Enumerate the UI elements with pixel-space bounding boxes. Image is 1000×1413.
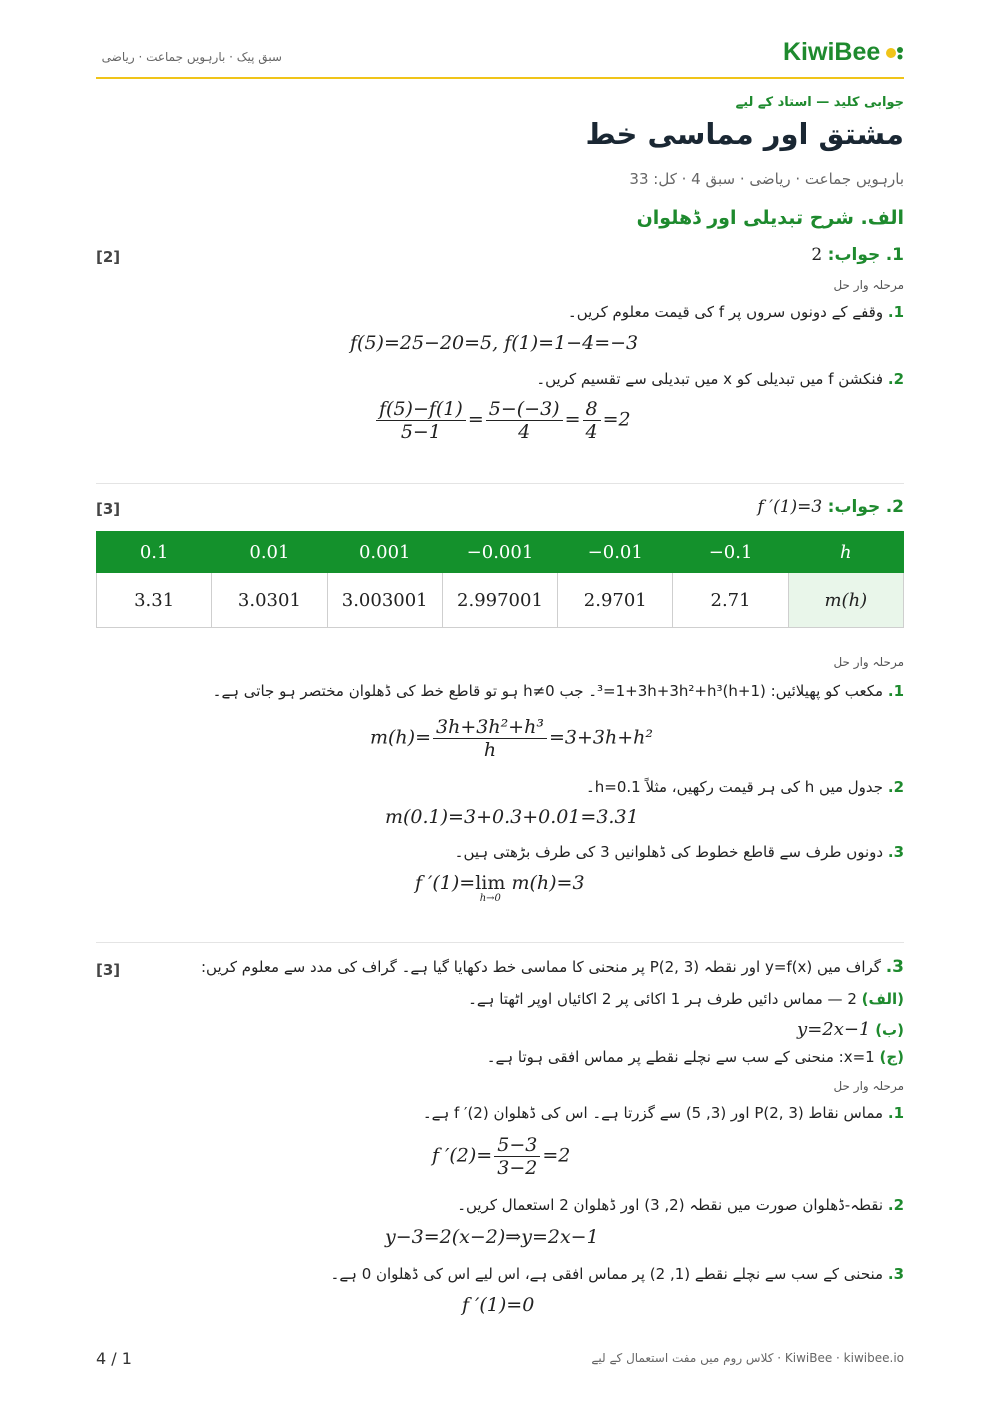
secant-slope-table <box>96 531 904 628</box>
table-cell-h-3: −0.001 <box>442 532 557 573</box>
q3-step2 <box>96 1196 904 1214</box>
q3-fraction: $\frac{5-3}{3-2}$ <box>494 1134 540 1179</box>
table-cell-m-6: 3.31 <box>97 573 212 628</box>
q3-number: 3. <box>885 957 904 977</box>
page-number: 4 / 1 <box>96 1349 132 1368</box>
q2-step3-text: دونوں طرف سے قاطع خطوط کی ڈھلوانیں 3 کی طرف بڑھتی ہیں۔ <box>454 843 884 861</box>
q1-step2-num: 2. <box>887 370 904 388</box>
kiwibee-logo <box>783 38 905 67</box>
q2-worked-label: مرحلہ وار حل <box>833 655 904 669</box>
q2-answer: f ′(1)=3 <box>757 497 823 517</box>
q3-heading <box>96 957 904 977</box>
q2-step1-num: 1. <box>887 682 904 700</box>
footer-note: KiwiBee · kiwibee.io · کلاس روم میں مفت استعمال کے لیے <box>591 1351 904 1365</box>
q2-marks: [3] <box>96 500 121 518</box>
q3-step3-text: منحنی کے سب سے نچلے نقطے (1, 2) پر مماس افقی ہے، اس لیے اس کی ڈھلوان 0 ہے۔ <box>330 1265 884 1283</box>
q3-part-c-text: x=1: منحنی کے سب سے نچلے نقطے پر مماس افقی ہوتا ہے۔ <box>486 1048 875 1066</box>
q3-step2-num: 2. <box>887 1196 904 1214</box>
page-title: مشتق اور مماسی خط <box>585 117 904 151</box>
logo-text: KiwiBee <box>783 38 881 66</box>
table-cell-m-3: 2.997001 <box>442 573 557 628</box>
q3-part-a-label: (الف) <box>861 990 904 1008</box>
q2-step1-math: m(h)= $\frac{\text{3h+3h²+h³}}{h}$ =3+3h+h² <box>370 716 653 761</box>
q1-step1-math: f(5)=25−20=5, f(1)=1−4=−3 <box>350 332 639 354</box>
header-rule <box>96 77 904 79</box>
q1-answer: 2 <box>811 245 823 265</box>
q3-part-b <box>96 1019 904 1040</box>
q1-fraction-1: $\frac{f(5)-f(1)}{5-1}$ <box>376 398 466 443</box>
q3-step3 <box>96 1265 904 1283</box>
divider-1 <box>96 483 904 484</box>
q1-answer-word: جواب: <box>827 245 881 265</box>
q3-prompt: گراف میں y=f(x) اور نقطہ P(2, 3) پر منحنی کا مماسی خط دکھایا گیا ہے۔ گراف کی مدد سے معلوم کریں: <box>200 958 881 976</box>
q1-step1 <box>96 303 904 321</box>
q3-step1 <box>96 1104 904 1122</box>
q3-step3-math: f ′(1)=0 <box>462 1294 535 1316</box>
q1-marks: [2] <box>96 248 121 266</box>
q2-step3 <box>96 843 904 861</box>
divider-2 <box>96 942 904 943</box>
table-row <box>97 573 904 628</box>
q1-number: 1. <box>885 245 904 265</box>
q1-heading <box>96 245 904 265</box>
q2-step2-num: 2. <box>887 778 904 796</box>
table-cell-m-1: 2.71 <box>673 573 788 628</box>
q2-heading <box>96 497 904 517</box>
table-label-h: h <box>788 532 903 573</box>
q3-step1-text: مماس نقاط P(2, 3) اور (3, 5) سے گزرتا ہے۔ اس کی ڈھلوان f ′(2) ہے۔ <box>422 1104 884 1122</box>
q3-worked-label: مرحلہ وار حل <box>833 1079 904 1093</box>
q3-part-c-label: (ج) <box>879 1048 904 1066</box>
q1-step2 <box>96 370 904 388</box>
q3-step2-math: y−3=2(x−2)⇒y=2x−1 <box>385 1226 599 1248</box>
limit-operator: lim h→0 <box>475 872 506 904</box>
q3-part-b-text: y=2x−1 <box>797 1019 871 1040</box>
q2-step2-math: m(0.1)=3+0.3+0.01=3.31 <box>385 806 639 828</box>
table-cell-h-1: −0.1 <box>673 532 788 573</box>
table-cell-m-4: 3.003001 <box>327 573 442 628</box>
q2-step1 <box>96 682 904 700</box>
section-title: الف. شرح تبدیلی اور ڈھلوان <box>636 207 904 229</box>
q3-part-c <box>96 1048 904 1066</box>
q2-step3-num: 3. <box>887 843 904 861</box>
table-header-row <box>97 532 904 573</box>
table-cell-h-2: −0.01 <box>558 532 673 573</box>
q2-answer-word: جواب: <box>827 497 881 517</box>
q2-step2-text: جدول میں h کی ہر قیمت رکھیں، مثلاً h=0.1۔ <box>586 778 884 796</box>
q1-step1-text: وقفے کے دونوں سروں پر f کی قیمت معلوم کریں۔ <box>567 303 884 321</box>
q3-step3-num: 3. <box>887 1265 904 1283</box>
table-cell-h-4: 0.001 <box>327 532 442 573</box>
q1-step2-text: فنکشن f میں تبدیلی کو x میں تبدیلی سے تقسیم کریں۔ <box>536 370 884 388</box>
q1-step2-math: $\frac{f(5)-f(1)}{5-1}$ = $\frac{5-(-3)}{4}$ = $\frac{8}{4}$ =2 <box>374 398 631 443</box>
q2-number: 2. <box>885 497 904 517</box>
q1-step1-num: 1. <box>887 303 904 321</box>
header-breadcrumb: سبق پیک · بارہویں جماعت · ریاضی <box>101 50 282 64</box>
q3-part-a-text: 2 — مماس دائیں طرف ہر 1 اکائی پر 2 اکائیاں اوپر اٹھتا ہے۔ <box>468 990 857 1008</box>
table-cell-m-5: 3.0301 <box>212 573 327 628</box>
q1-fraction-2: $\frac{5-(-3)}{4}$ <box>486 398 563 443</box>
q3-marks: [3] <box>96 961 121 979</box>
logo-dots-icon <box>885 45 905 61</box>
q2-fraction: $\frac{\text{3h+3h²+h³}}{h}$ <box>433 716 547 761</box>
doc-label: جوابی کلید — استاد کے لیے <box>735 95 904 110</box>
q3-step1-num: 1. <box>887 1104 904 1122</box>
q1-worked-label: مرحلہ وار حل <box>833 278 904 292</box>
q1-fraction-3: $\frac{8}{4}$ <box>583 398 601 443</box>
doc-meta: بارہویں جماعت · ریاضی · سبق 4 · کل: 33 <box>629 170 904 188</box>
table-cell-h-6: 0.1 <box>97 532 212 573</box>
q2-step3-math: f ′(1)=lim h→0 m(h)=3 <box>415 872 585 904</box>
q3-step1-math: f ′(2)= $\frac{5-3}{3-2}$ =2 <box>432 1134 571 1179</box>
table-label-m: m(h) <box>788 573 903 628</box>
table-cell-m-2: 2.9701 <box>558 573 673 628</box>
q3-step2-text: نقطہ-ڈھلوان صورت میں نقطہ (2, 3) اور ڈھلوان 2 استعمال کریں۔ <box>457 1196 884 1214</box>
q3-part-b-label: (ب) <box>875 1021 904 1039</box>
table-cell-h-5: 0.01 <box>212 532 327 573</box>
q3-part-a <box>96 990 904 1008</box>
q2-step2 <box>96 778 904 796</box>
q2-step1-text: مکعب کو پھیلائیں: (1+h)³=1+3h+3h²+h³۔ جب h≠0 ہو تو قاطع خط کی ڈھلوان مختصر ہو جاتی ہے۔ <box>212 682 884 700</box>
